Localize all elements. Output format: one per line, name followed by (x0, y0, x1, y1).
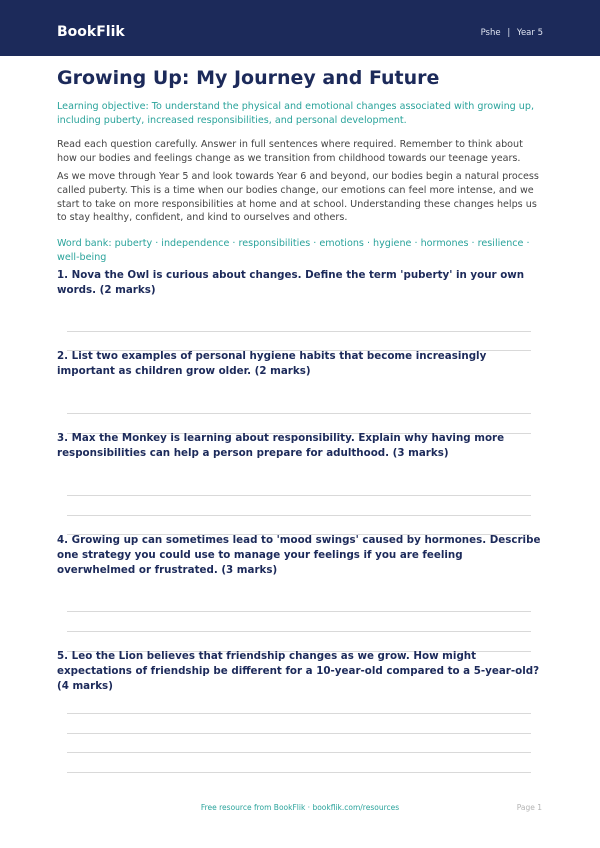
answer-line[interactable] (67, 733, 531, 734)
answer-line[interactable] (67, 611, 531, 612)
answer-line[interactable] (67, 631, 531, 632)
answer-line[interactable] (67, 713, 531, 714)
answer-line[interactable] (67, 772, 531, 773)
question-5: 5. Leo the Lion believes that friendship changes as we grow. How might expectations of friendship be different for a 10-year-old compared to a 5-year-old? (4 marks) (57, 650, 540, 692)
brand-logo-text: BookFlik (57, 24, 125, 40)
word-bank: Word bank: puberty · independence · responsibilities · emotions · hygiene · hormones · resilience · well-being (57, 238, 530, 263)
answer-line[interactable] (67, 413, 531, 414)
answer-line[interactable] (67, 331, 531, 332)
question-2: 2. List two examples of personal hygiene habits that become increasingly important as children grow older. (2 marks) (57, 350, 487, 377)
question-4: 4. Growing up can sometimes lead to 'mood swings' caused by hormones. Describe one strategy you could use to manage your feelings if you are feeling overwhelmed or frustrated. (3 marks) (57, 534, 541, 576)
page-header (0, 0, 600, 56)
worksheet-title: Growing Up: My Journey and Future (57, 67, 440, 89)
answer-line[interactable] (67, 495, 531, 496)
intro-paragraph: As we move through Year 5 and look towards Year 6 and beyond, our bodies begin a natural process called puberty. This is a time when our bodies change, our emotions can feel more intense, and we start to take on more responsibilities at home and at school. Understanding these changes helps us to stay healthy, confident, and kind to ourselves and others. (57, 171, 539, 224)
instructions-paragraph: Read each question carefully. Answer in full sentences where required. Remember to think about how our bodies and feelings change as we transition from childhood towards our teenage years. (57, 139, 523, 164)
learning-objective: Learning objective: To understand the physical and emotional changes associated with growing up, including puberty, increased responsibilities, and personal development. (57, 101, 535, 126)
answer-line[interactable] (67, 752, 531, 753)
subject-label: Pshe (480, 28, 501, 38)
meta-separator: | (507, 28, 511, 38)
page-number: Page 1 (516, 803, 542, 812)
answer-line[interactable] (67, 515, 531, 516)
footer-source-text: Free resource from BookFlik · bookflik.com/resources (200, 803, 400, 812)
question-1: 1. Nova the Owl is curious about changes. Define the term 'puberty' in your own words. (2 marks) (57, 269, 525, 296)
question-3: 3. Max the Monkey is learning about responsibility. Explain why having more responsibilities can help a person prepare for adulthood. (3 marks) (57, 432, 505, 459)
subject-year-label (481, 27, 543, 39)
year-label: Year 5 (516, 28, 543, 38)
